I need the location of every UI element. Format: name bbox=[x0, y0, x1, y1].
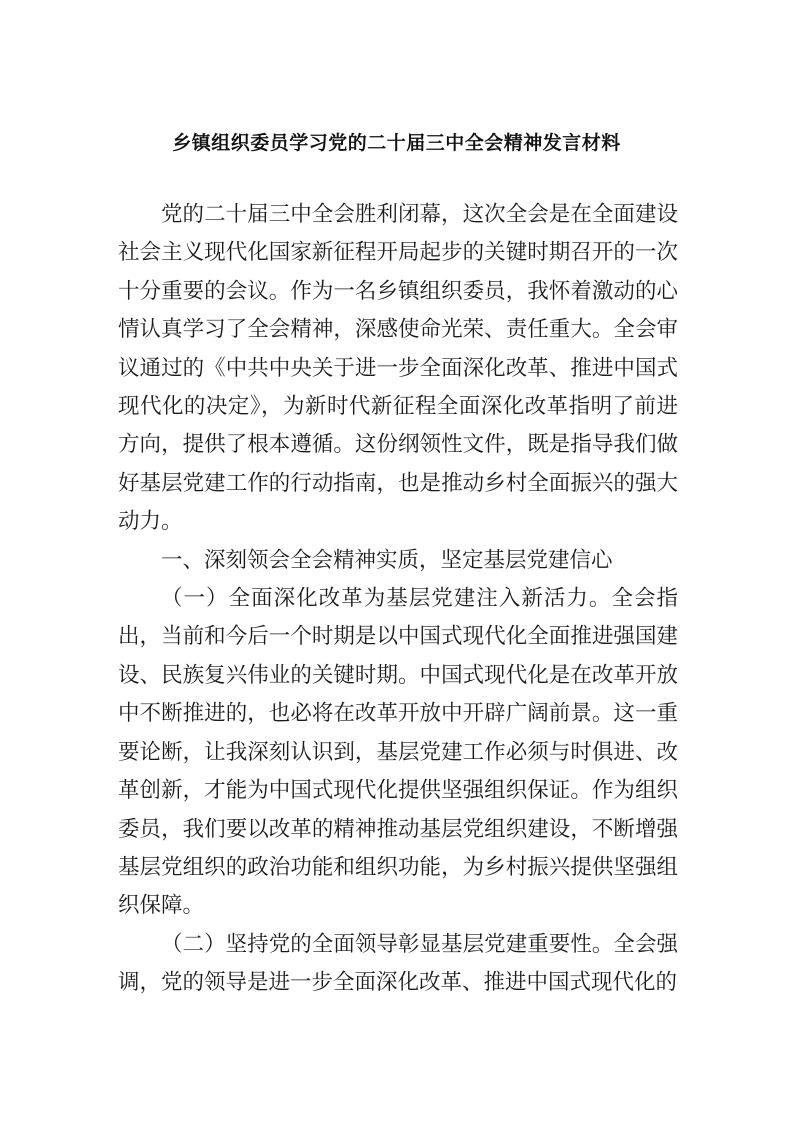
section-heading-1: 一、深刻领会全会精神实质，坚定基层党建信心 bbox=[161, 547, 613, 573]
paragraph-section-1-2: （二）坚持党的全面领导彰显基层党建重要性。全会强调，党的领导是进一步全面深化改革、推进中国式现代化的 bbox=[118, 931, 678, 996]
document-title: 乡镇组织委员学习党的二十届三中全会精神发言材料 bbox=[172, 132, 621, 154]
document-body bbox=[118, 196, 678, 1003]
paragraph-section-1-1: （一）全面深化改革为基层党建注入新活力。全会指出，当前和今后一个时期是以中国式现代化全面推进强国建设、民族复兴伟业的关键时期。中国式现代化是在改革开放中不断推进的，也必将在改革开放中开辟广阔前景。这一重要论断，让我深刻认识到，基层党建工作必须与时俱进、改革创新，才能为中国式现代化提供坚强组织保证。作为组织委员，我们要以改革的精神推动基层党组织建设，不断增强基层党组织的政治功能和组织功能，为乡村振兴提供坚强组织保障。 bbox=[118, 586, 678, 919]
paragraph-intro: 党的二十届三中全会胜利闭幕，这次全会是在全面建设社会主义现代化国家新征程开局起步的关键时期召开的一次十分重要的会议。作为一名乡镇组织委员，我怀着激动的心情认真学习了全会精神，深感使命光荣、责任重大。全会审议通过的《中共中央关于进一步全面深化改革、推进中国式现代化的决定》，为新时代新征程全面深化改革指明了前进方向，提供了根本遵循。这份纲领性文件，既是指导我们做好基层党建工作的行动指南，也是推动乡村全面振兴的强大动力。 bbox=[118, 202, 678, 535]
